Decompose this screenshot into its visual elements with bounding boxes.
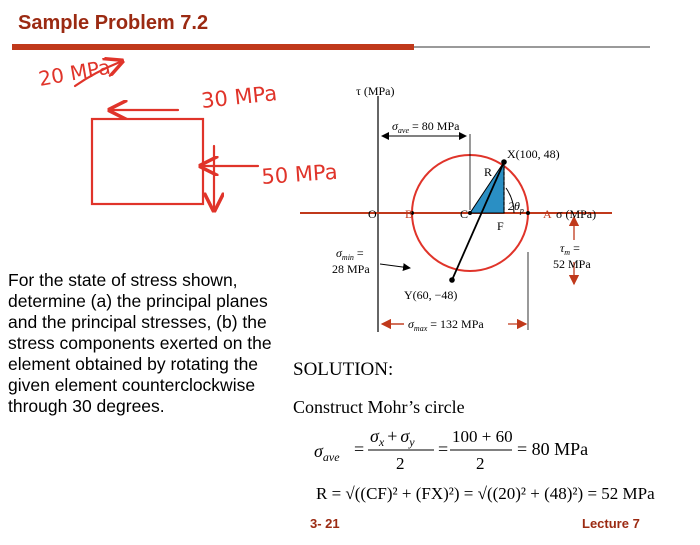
equation-sigma-ave bbox=[314, 426, 588, 473]
svg-text:σx+σy: $\sigma_x + \sigma_y$ bbox=[370, 426, 415, 449]
origin-label: O bbox=[368, 207, 377, 221]
point-a-label: A bbox=[543, 207, 552, 221]
sigma-max-label: $\sigma_{max} = 132$ MPa bbox=[408, 317, 484, 333]
point-c-label: C bbox=[460, 207, 469, 221]
equation-r: R = √((CF)² + (FX)²) = √((20)² + (48)²) = 52 MPa bbox=[316, 484, 655, 503]
solution-heading: SOLUTION: bbox=[293, 359, 394, 380]
point-y-label: Y(60, −48) bbox=[404, 288, 458, 302]
hand-label-30: 30 MPa bbox=[200, 81, 279, 113]
sigma-ave-label: $\sigma_{ave} = 80$ MPa bbox=[392, 119, 460, 135]
point-f-label: F bbox=[497, 219, 504, 233]
sigma-min-label: $\sigma_{min}$ = bbox=[336, 246, 364, 262]
svg-text:=: = bbox=[438, 439, 449, 459]
point-x-label: X(100, 48) bbox=[507, 147, 560, 161]
point-y-dot bbox=[449, 277, 455, 283]
svg-text:2: 2 bbox=[396, 454, 405, 473]
problem-statement: For the state of stress shown, determine (a) the principal planes and the principal stresses, (b) the stress components exerted on the element obtained by rotating the given element counterclockwise through 30 degrees. bbox=[8, 270, 272, 416]
angle-label: $2\theta_p$ bbox=[508, 199, 524, 215]
tau-m-label: $\tau_m$ = bbox=[560, 241, 580, 257]
svg-text:=: = bbox=[354, 439, 365, 459]
point-b-label: B bbox=[405, 207, 414, 221]
sigma-axis-label: σ (MPa) bbox=[556, 207, 597, 221]
svg-text:σave: $\sigma_{ave}$ bbox=[314, 441, 340, 464]
svg-text:2: 2 bbox=[476, 454, 485, 473]
element-square bbox=[92, 119, 203, 204]
point-a-dot bbox=[526, 211, 530, 215]
point-r-label: R bbox=[484, 165, 493, 179]
footer-page-number: 3- 21 bbox=[310, 516, 340, 531]
sigma-min-value: 28 MPa bbox=[332, 262, 370, 276]
hand-label-50: 50 MPa bbox=[260, 159, 339, 189]
footer-lecture: Lecture 7 bbox=[582, 516, 640, 531]
sigma-min-arrow bbox=[380, 264, 410, 268]
hand-label-20: 20 MPa bbox=[36, 54, 113, 91]
tau-m-value: 52 MPa bbox=[553, 257, 591, 271]
svg-text:= 80 MPa: = 80 MPa bbox=[517, 439, 589, 459]
svg-text:100 + 60: 100 + 60 bbox=[452, 427, 513, 446]
stress-element-sketch bbox=[75, 62, 258, 208]
tau-axis-label: τ (MPa) bbox=[356, 84, 395, 98]
point-c-dot bbox=[468, 211, 472, 215]
construct-text: Construct Mohr’s circle bbox=[293, 397, 465, 417]
point-x-dot bbox=[501, 159, 507, 165]
slide-title: Sample Problem 7.2 bbox=[18, 12, 209, 34]
